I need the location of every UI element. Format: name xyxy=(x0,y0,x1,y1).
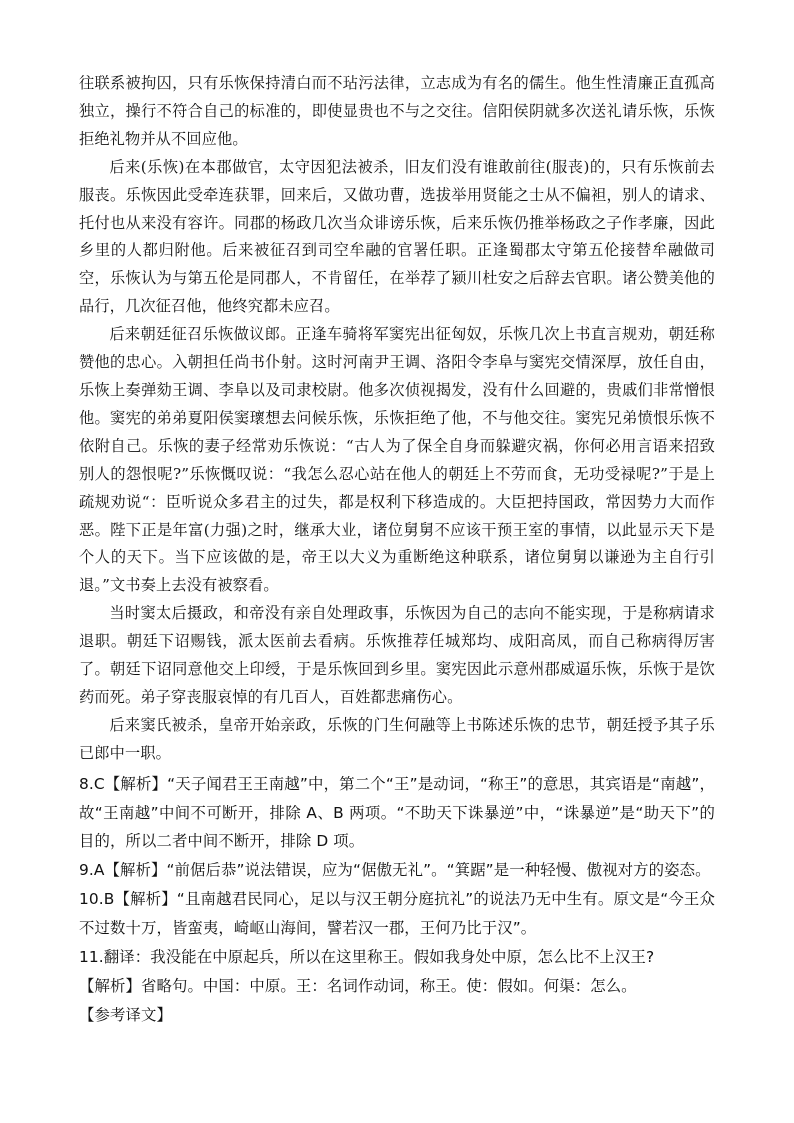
answer-item-8 xyxy=(79,770,715,857)
answer-item-10 xyxy=(79,885,715,943)
translation-paragraph: 后来朝廷征召乐恢做议郎。正逢车骑将军窦宪出征匈奴，乐恢几次上书直言规劝，朝廷称赞他的忠心。入朝担任尚书仆射。这时河南尹王调、洛阳令李阜与窦宪交情深厚，放任自由，乐恢上奏弹劾王调、李阜以及司隶校尉。他多次侦视揭发，没有什么回避的，贵戚们非常憎恨他。窦宪的弟弟夏阳侯窦瓌想去问候乐恢，乐恢拒绝了他，不与他交往。窦宪兄弟愤恨乐恢不依附自己。乐恢的妻子经常劝乐恢说：“古人为了保全自身而躲避灾祸，你何必用言语来招致别人的怨恨呢?”乐恢慨叹说：“我怎么忍心站在他人的朝廷上不劳而食，无功受禄呢?”于是上疏规劝说“：臣听说众多君主的过失，都是权利下移造成的。大臣把持国政，常因势力大而作恶。陛下正是年富(力强)之时，继承大业，诸位舅舅不应该干预王室的事情，以此显示天下是个人的天下。当下应该做的是，帝王以大义为重断绝这种联系，诸位舅舅以谦逊为主自行引退。”文书奏上去没有被察看。 xyxy=(79,325,715,595)
answer-text: “前倨后恭”说法错误，应为“倨傲无礼”。“箕踞”是一种轻慢、傲视对方的姿态。 xyxy=(166,861,711,880)
translation-section xyxy=(79,70,715,768)
answer-text: 省略句。中国：中原。王：名词作动词，称王。使：假如。何渠：怎么。 xyxy=(140,977,637,995)
answer-item-9 xyxy=(79,856,715,885)
answer-label: 10.B【解析】 xyxy=(79,890,177,909)
answer-section xyxy=(79,770,715,1030)
translation-paragraph: 当时窦太后摄政，和帝没有亲自处理政事，乐恢因为自己的志向不能实现，于是称病请求退职。朝廷下诏赐钱，派太医前去看病。乐恢推荐任城郑均、成阳高凤，而自己称病得厉害了。朝廷下诏同意他交上印绶，于是乐恢回到乡里。窦宪因此示意州郡威逼乐恢，乐恢于是饮药而死。弟子穿丧服哀悼的有几百人，百姓都悲痛伤心。 xyxy=(79,604,715,706)
answer-label: 11.翻译： xyxy=(79,948,151,967)
answer-item-11-analysis xyxy=(79,972,715,1001)
translation-paragraph: 往联系被拘囚，只有乐恢保持清白而不玷污法律，立志成为有名的儒生。他生性清廉正直孤高独立，操行不符合自己的标准的，即使显贵也不与之交往。信阳侯阴就多次送礼请乐恢，乐恢拒绝礼物并从不回应他。 xyxy=(79,74,715,148)
document-page xyxy=(79,70,715,1030)
answer-label: 【参考译文】 xyxy=(79,1005,172,1024)
answer-item-11 xyxy=(79,943,715,972)
reference-translation-heading xyxy=(79,1001,715,1030)
answer-label: 8.C【解析】 xyxy=(79,774,168,793)
answer-text: “且南越君民同心，足以与汉王朝分庭抗礼”的说法乃无中生有。原文是“今王众不过数十万，皆蛮夷，崎岖山海间，譬若汉一郡，王何乃比于汉”。 xyxy=(79,890,715,938)
translation-paragraph: 后来窦氏被杀，皇帝开始亲政，乐恢的门生何融等上书陈述乐恢的忠节，朝廷授予其子乐已郎中一职。 xyxy=(79,715,715,762)
translation-paragraph: 后来(乐恢)在本郡做官，太守因犯法被杀，旧友们没有谁敢前往(服丧)的，只有乐恢前去服丧。乐恢因此受牵连获罪，回来后，又做功曹，选拔举用贤能之士从不偏袒，别人的请求、托付也从来没有容许。同郡的杨政几次当众诽谤乐恢，后来乐恢仍推举杨政之子作孝廉，因此乡里的人都归附他。后来被征召到司空牟融的官署任职。正逢蜀郡太守第五伦接替牟融做司空，乐恢认为与第五伦是同郡人，不肯留任，在举荐了颍川杜安之后辞去官职。诸公赞美他的品行，几次征召他，他终究都未应召。 xyxy=(79,157,715,316)
answer-text: 我没能在中原起兵，所以在这里称王。假如我身处中原，怎么比不上汉王? xyxy=(150,948,655,967)
answer-label: 【解析】 xyxy=(79,977,141,995)
answer-label: 9.A【解析】 xyxy=(79,861,167,880)
answer-text: “天子闻君王王南越”中，第二个“王”是动词，“称王”的意思，其宾语是“南越”，故“王南越”中间不可断开，排除 A、B 两项。“不助天下诛暴逆”中，“诛暴逆”是“助天下”的目的，所以二者中间不断开，排除 D 项。 xyxy=(79,774,715,851)
